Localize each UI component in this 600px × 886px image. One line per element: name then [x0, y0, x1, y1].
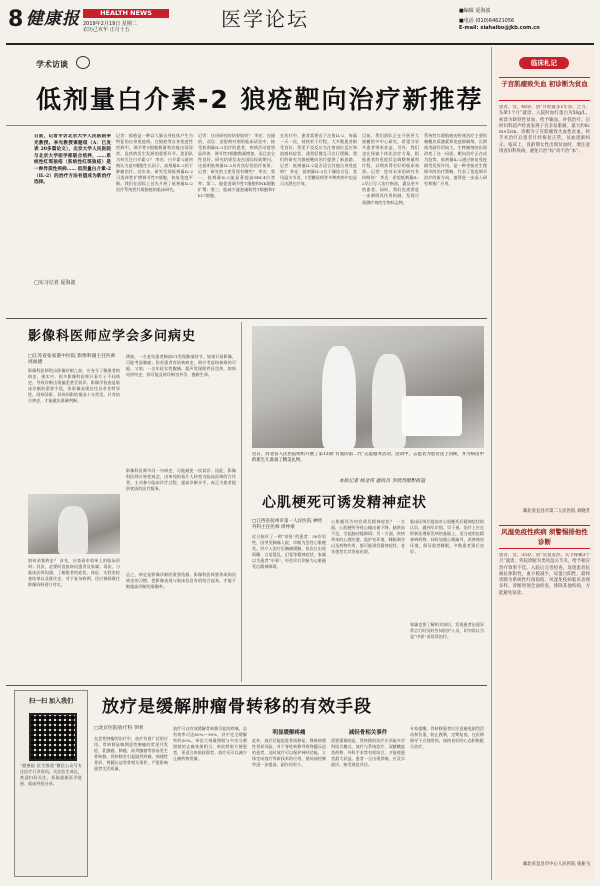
case2-signature: 湖北省宜昌市中心人民医院 张振飞 [522, 862, 590, 867]
article3-col-2: 心肌梗死为何会诱发精神症状？ 一方面，心肌梗死导致心输出量下降，脑供血不足，引起脑功能障碍；另一方面，疾病带来的心理应激、监护室环境、睡眠剥夺以及药物作用，都可能诱发精神症状。老年患者尤其容易出现。 [331, 519, 405, 555]
email-credit: E-mail: xiahaibo@jkb.com.cn [459, 25, 540, 31]
article4-col-1: 在恶性肿瘤的治疗中，放疗有着广泛的应用。骨转移是晚期恶性肿瘤的常见并发症，乳腺癌、肺癌、前列腺癌等容易发生骨转移。骨转移会引起剧烈疼痛、病理性骨折、脊髓压迫等骨相关事件，严重影响患者生活质量。 [94, 736, 168, 772]
article-imaging-history [6, 322, 240, 682]
article3-title: 心肌梗死可诱发精神症状 [262, 495, 427, 511]
baby-crib [402, 396, 462, 436]
volunteer-figure [372, 354, 406, 448]
wechat-ad-box [14, 690, 88, 877]
issue-date: 2019年2月19日 星期二 [83, 21, 137, 27]
phone-credit: ■电话 (010)64621056 [459, 18, 515, 24]
article2-source: □江苏省张家港中医院 影像科副主任医师 周福德 [28, 354, 116, 366]
ad-label: 扫一扫 加入我们 [28, 698, 74, 705]
ad-body: “健康报·医生频道”微信公众号专注医疗行业资讯，关注医生成长，欢迎扫码关注，获取最新医学进展、临床经验分享。 [20, 763, 82, 787]
masthead-rule [6, 43, 594, 45]
article2-col-2c: 总之，病史是影像诊断的重要依据。影像科医师要养成询问病史的习惯，把影像表现与临床信息有机结合起来，才能不断提高诊断的准确率。 [126, 572, 236, 590]
nurse-figure [322, 346, 356, 448]
column-divider-1 [241, 322, 242, 682]
article-mi-psychiatric [244, 322, 487, 682]
masthead [6, 6, 594, 44]
case2-title: 风湿免疫性疾病 须警惕排他性诊断 [501, 528, 588, 546]
section-title: 医学论坛 [221, 7, 309, 31]
section-rule-2 [6, 685, 487, 686]
headline: 低剂量白介素-2 狼疮靶向治疗新推荐 [36, 85, 484, 114]
case1-title-box [499, 77, 590, 101]
article4-col-4: 需要强调的是，骨转移的治疗应采取多学科综合模式，放疗与系统治疗、双膦酸盐类药物、外科手术等有机结合，才能使患者最大获益。患者一旦出现骨痛，应及早就诊，接受规范评估。 [331, 738, 405, 768]
article2-col-1b: 如何采集病史？ 首先，应查看申请单上的临床资料；其次，必要时直接询问患者及家属；再次，与临床医师沟通，了解患者的症状、体征、实验室检查结果以及既往史。对于复杂病例，还应调阅既往影像资料进行对比。 [28, 558, 120, 588]
body-column-4: 目前，我们团队正在开展更大规模的多中心研究，希望为更多患者带来获益。另外，我们也在探索个体化治疗方案，根据患者的免疫状态调整剂量和疗程，以期获得更好的临床效果。记者：您对未来的研究有何期待？ 李光：希望低剂量IL-2早日写入治疗指南，惠及更多的患者。同时，我们也需要进一步阐明其作用机制，发现可预测疗效的生物标志物。 [362, 133, 419, 205]
article2-photo [28, 494, 120, 554]
article-radiotherapy [90, 688, 487, 880]
article2-col-1a: 影像科医师给出影像诊断之前，应充分了解患者的病史。现实中，很多影像科医师只看片子不问病史，导致诊断出现偏差甚至误诊。影像学检查是临床诊断的重要手段，但影像表现往往具有非特异性，同病异影、异病同影的情况十分常见。只有结合病史，才能做出准确判断。 [28, 368, 120, 404]
column-label [36, 52, 136, 69]
paper-name: 健康报 [26, 9, 80, 29]
doctor-figure [58, 506, 88, 554]
volunteer-photo [252, 326, 484, 448]
article4-col-5: 专家提醒，骨转移患者应注意避免剧烈活动和负重，防止跌倒，定期复查，在医师指导下合理用药，保持良好的心态积极配合治疗。 [410, 726, 484, 750]
page-number: 8 [8, 7, 24, 32]
article3-col-1: 近日接诊了一例“奇怪”的患者：58岁男性，因突发胸痛入院，诊断为急性心肌梗死。经介入治疗后胸痛缓解，但次日出现烦躁、言语混乱、幻觉等精神症状，家属以为患者“中邪”。经会诊后诊断为心肌梗死后精神障碍。 [252, 534, 326, 570]
case1-signature: 湖北省宜昌市第二人民医院 刘晓芳 [522, 509, 590, 514]
reporter-credit: □实习记者 夏海波 [34, 280, 76, 286]
interview-badge-icon [76, 56, 90, 69]
section-rule-1 [6, 318, 487, 319]
column-name: 学术访谈 [36, 60, 68, 69]
lunar-date: 农历己亥年 正月十五 [83, 27, 130, 33]
body-column-1: 记者：狼疮是一种以大量自身抗体产生为特征的自身免疫病。在狼疮等自身免疫性疾病中，调节性T细胞数量和功能出现异常，是疾病发生发展的重要环节。您团队为何关注白介素-2？ 李光：白介素-2最初被认为是T细胞生长因子，高剂量IL-2用于肿瘤治疗。近年来，研究发现低剂量IL-2可选择性扩增调节性T细胞，恢复免疫平衡。我们在国际上首先开展了低剂量IL-2治疗系统性红斑狼疮的临床研究。 [116, 133, 193, 193]
subhead-skeletal-events: 减轻骨相关事件 [348, 730, 388, 736]
article3-source: □江西省抚州市第一人民医院 神经外科主任医师 周仲康 [252, 519, 323, 531]
editor-credit: ■编辑 夏海波 [459, 8, 491, 14]
body-column-2: 记者：这项研究的结果如何？ 李光：在随机、双盲、安慰剂对照的临床试验中，接受低剂量IL-2治疗的患者，疾病活动度明显改善，调节性T细胞数量增加，而且安全性良好。研究结果发表在国际权威期刊。这说明低剂量IL-2具有良好的治疗前景。记者：研究的主要发现有哪些？ 李光：第一，低剂量IL-2能显著提高SRI-4应答率；第二，能促进调节性T细胞和NK细胞扩增；第三，能减少滤泡辅助性T细胞和Th17细胞。 [198, 133, 275, 199]
article4-title: 放疗是缓解肿瘤骨转移的有效手段 [102, 697, 372, 717]
case1-body: 患者，女，48岁。因“月经量多1年余，乏力、头晕1个月”就诊，入院时血红蛋白为58g/L，初诊为缺铁性贫血，给予输血、补铁治疗。后经妇科超声检查发现子宫多发肌瘤，最大约6cm×5cm，诊断为子宫肌瘤致失血性贫血。经手术治疗后患者月经恢复正常，贫血逐渐纠正。临床上，育龄期女性出现贫血时，要注意排查妇科疾病，避免只治“标”而不治“本”。 [499, 105, 590, 155]
case1-title: 子宫肌瘤致失血 初诊断为贫血 [501, 80, 588, 88]
article4-col-3: 此外，放疗还能促进骨质修复，降低病理性骨折风险，对于脊柱转移导致脊髓压迫的患者，及时放疗可以保护神经功能。立体定向放疗等新技术的应用，使局部控制率进一步提高，副作用更小。 [252, 738, 326, 768]
article4-source: □北京医院放疗科 李明 [94, 726, 144, 731]
body-column-3: 在治疗中，患者需要皮下注射IL-2，每隔一天一次，持续若干疗程。大多数患者耐受良好，常见不良反应为注射部位反应和流感样症状，通常轻微且可自行缓解。我们的研究为狼疮靶向治疗提供了新思路。记者：低剂量IL-2是否适合其他自身免疫病？ 李光：低剂量IL-2在干燥综合征、类风湿关节炎、1型糖尿病等多种疾病中也显示出潜在疗效。 [280, 133, 357, 187]
lead-paragraph: 日前，记者专访北京大学人民医院李光教授。李光教授课题组（A：已发表 20多篇论文），北京大学人民医院与北京大学医学部联合培养，……系统性红斑狼疮（系统性红斑狼疮）是一种异质性疾病…… 低剂量白介素-2（IL-2）的治疗方法有望成为新治疗选择。 [34, 134, 111, 186]
sidebar-clinical-notes [495, 47, 594, 880]
case2-body: 患者，女，35岁。因“反复发热、关节疼痛3个月”就诊。外院诊断为类风湿关节炎，给予相应治疗效果不佳。入院后完善检查，发现患者抗核抗体阳性，血小板减少，尿蛋白阳性，最终诊断为系统性红斑狼疮。风湿免疫病临床表现多样，诊断时须全面检查，排除其他疾病，方能避免误诊。 [499, 553, 590, 596]
article2-title: 影像科医师应学会多问病史 [28, 329, 197, 344]
body-column-5: 系统性红斑狼疮的传统治疗主要依赖糖皮质激素和免疫抑制剂，长期使用副作用较大。生物制剂的出现改变了这一局面，靶向治疗正在成为趋势。低剂量IL-2通过恢复免疫耐受发挥作用，是一种更接近生理调节的治疗策略，代表了免疫调节治疗的新方向，值得进一步深入研究和推广应用。 [424, 133, 487, 187]
subhead-pain-relief: 明显缓解疼痛 [272, 730, 306, 736]
article3-col-3a: 临床医师应提高对心肌梗死后精神症状的认识，做到早识别、早干预。治疗上应在积极处理原发病的基础上，适当使用抗精神病药物，同时加强心理疏导，改善病房环境，保证患者睡眠，多数患者预后良好。 [410, 519, 484, 555]
article2-col-2a: 例如，一名老年患者胸部CT发现肺部结节，如果只看影像，可能考虑肺癌；但若患者有结核病史，则应考虑结核球的可能。又如，一名年轻女性腹痛，超声发现附件区包块，如询问停经史，则可能及时诊断宫外孕，挽救生命。 [126, 354, 236, 378]
sidebar-divider [491, 47, 492, 880]
qr-code-icon[interactable] [29, 713, 77, 761]
article2-col-2b: 影像科医师多问一句病史，可能避免一次误诊。因此，影像科医师应转变观念，由单纯的看片人转变为临床医师的合作者，主动参与临床诊疗过程，提高诊断水平，真正为患者提供优质的医疗服务。 [126, 468, 236, 492]
photo-caption: 近日，河北省人民医院组织开展了第13期“有爱的第二代”志愿服务活动。活动中，志愿者为患者送上问候，并为病房中的新生儿准备了精美礼物。 [252, 452, 484, 463]
article-low-dose-il2 [6, 47, 487, 315]
case2-title-box [499, 525, 590, 549]
sidebar-tag: 临床札记 [519, 57, 569, 69]
article4-col-2: 放疗可以有效缓解骨转移引起的疼痛，总有效率可达80%～90%，其中完全缓解率约30%。单次大剂量照射与多次分割照射的止痛效果相当，单次照射方便患者，更适合体质较弱者。放疗还可以减少止痛药物用量。 [173, 726, 247, 762]
article3-col-3b: 家属也要了解相关知识，发现患者出现异常言行时及时告知医护人员，切勿误认为是“中邪”而延误治疗。 [410, 622, 484, 640]
headline-rule [6, 125, 487, 126]
health-news-tag: HEALTH NEWS [83, 9, 169, 18]
photo-credit: 本报记者 杨金伟 通讯员 李欣然摄影报道 [339, 479, 426, 484]
